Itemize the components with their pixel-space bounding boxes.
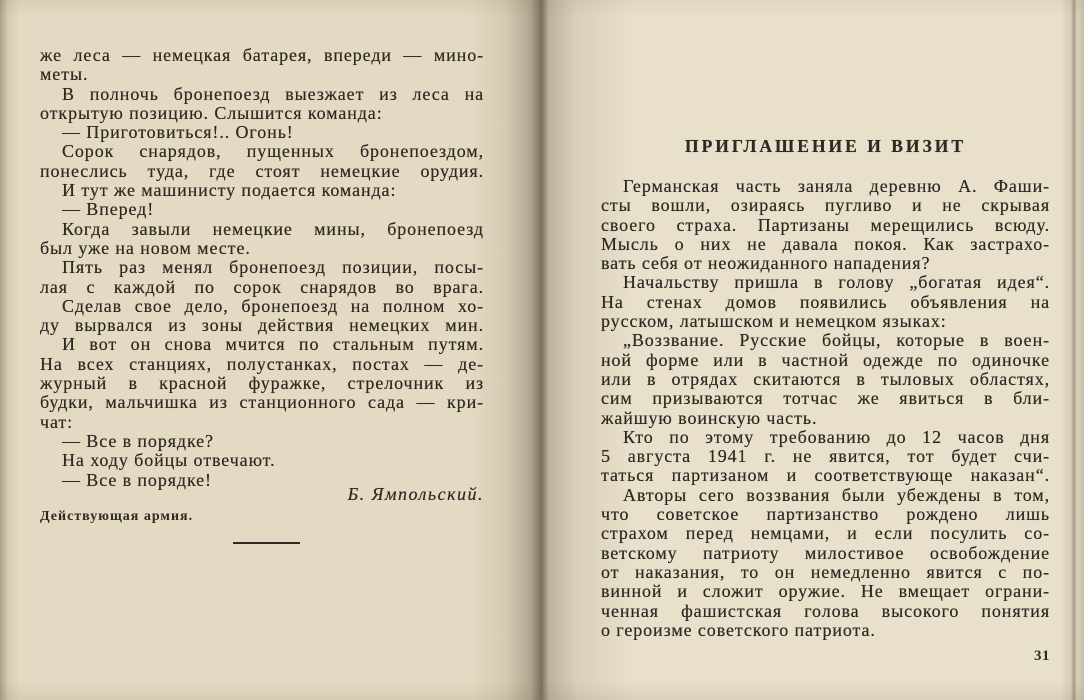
text-line: открытую позицию. Слышится команда: (40, 102, 383, 123)
text-line: На стенах домов появились объявления на (601, 291, 1050, 312)
author-signature: Б. Ямпольский. (347, 484, 484, 504)
text-line: же леса — немецкая батарея, впереди — мино- (40, 45, 484, 65)
text-line: — Вперед! (62, 199, 155, 220)
text-line: Германская часть заняла деревню А. Фаши- (623, 176, 1050, 196)
text-line: Кто по этому требованию до 12 часов дня (623, 426, 1050, 447)
text-line: вать себя от неожиданного нападения? (601, 253, 931, 274)
text-line: — Все в порядке? (62, 430, 214, 451)
text-line: винной и сложит оружие. Не вмещает ограни- (601, 581, 1050, 602)
chapter-title: ПРИГЛАШЕНИЕ И ВИЗИТ (684, 136, 967, 156)
text-line: сим призываются тотчас же явиться в бли- (601, 388, 1050, 409)
text-line: И тут же машинисту подается команда: (62, 180, 397, 201)
text-line: был уже на новом месте. (40, 237, 251, 258)
text-line: своего страха. Партизаны мерещились всюду. (601, 214, 1050, 235)
text-line: будки, мальчишка из станционного сада — кри- (40, 392, 484, 413)
text-line: чат: (40, 411, 74, 432)
text-line: меты. (40, 64, 89, 85)
text-line: Сделав свое дело, бронепоезд на полном хо- (62, 295, 484, 316)
text-line: — Приготовиться!.. Огонь! (62, 122, 294, 143)
text-line: жайшую воинскую часть. (601, 407, 818, 428)
right-page (542, 0, 1084, 700)
text-line: что советское партизанство рождено лишь (601, 504, 1050, 525)
text-line: журный в красной фуражке, стрелочник из (40, 373, 484, 394)
text-line: Когда завыли немецкие мины, бронепоезд (62, 218, 484, 239)
text-line: русском, латышском и немецком языках: (601, 311, 947, 332)
text-line: — Все в порядке! (62, 469, 212, 490)
text-line: Начальству пришла в голову „богатая идея“. (623, 272, 1050, 293)
dateline: Действующая армия. (40, 509, 194, 524)
text-line: понеслись туда, где стоят немецкие орудия. (40, 160, 484, 181)
page-number: 31 (1034, 648, 1050, 664)
text-line: страхом перед немцами, и если посулить со- (601, 523, 1050, 544)
text-line: ченная фашистская голова высокого понятия (601, 600, 1050, 621)
text-line: ной форме или в частной одежде по одиночке (601, 349, 1050, 370)
text-line: 5 августа 1941 г. не явится, тот будет счи- (601, 446, 1050, 467)
text-line: Сорок снарядов, пущенных бронепоездом, (62, 141, 484, 162)
text-line: от наказания, то он немедленно явится с по- (601, 561, 1050, 582)
text-line: Мысль о них не давала покоя. Как застрахо- (601, 233, 1050, 254)
text-line: лая с каждой по сорок снарядов во врага. (40, 276, 484, 297)
text-line: сты вошли, озираясь пугливо и не скрывая (601, 195, 1050, 216)
right-page-body (601, 177, 1050, 640)
text-line: ветскому патриоту милостивое освобождение (601, 542, 1050, 563)
text-line: таться партизаном и соответствующе наказан“. (601, 465, 1050, 486)
separator-rule (233, 542, 300, 544)
text-line: „Воззвание. Русские бойцы, которые в воен- (623, 330, 1050, 351)
text-line: или в отрядах скитаются в тыловых областях, (601, 368, 1050, 389)
text-line: Пять раз менял бронепоезд позиции, посы- (62, 257, 484, 278)
text-line: ду вырвался из зоны действия немецких мин. (40, 315, 484, 336)
text-line: На ходу бойцы отвечают. (62, 450, 276, 471)
text-line: На всех станциях, полустанках, постах — де- (40, 353, 484, 374)
text-line: о героизме советского патриота. (601, 619, 876, 640)
text-line: В полночь бронепоезд выезжает из леса на (62, 83, 484, 104)
text-line: Авторы сего воззвания были убеждены в том, (623, 484, 1050, 505)
left-page-body (40, 46, 484, 490)
text-line: И вот он снова мчится по стальным путям. (62, 334, 484, 355)
